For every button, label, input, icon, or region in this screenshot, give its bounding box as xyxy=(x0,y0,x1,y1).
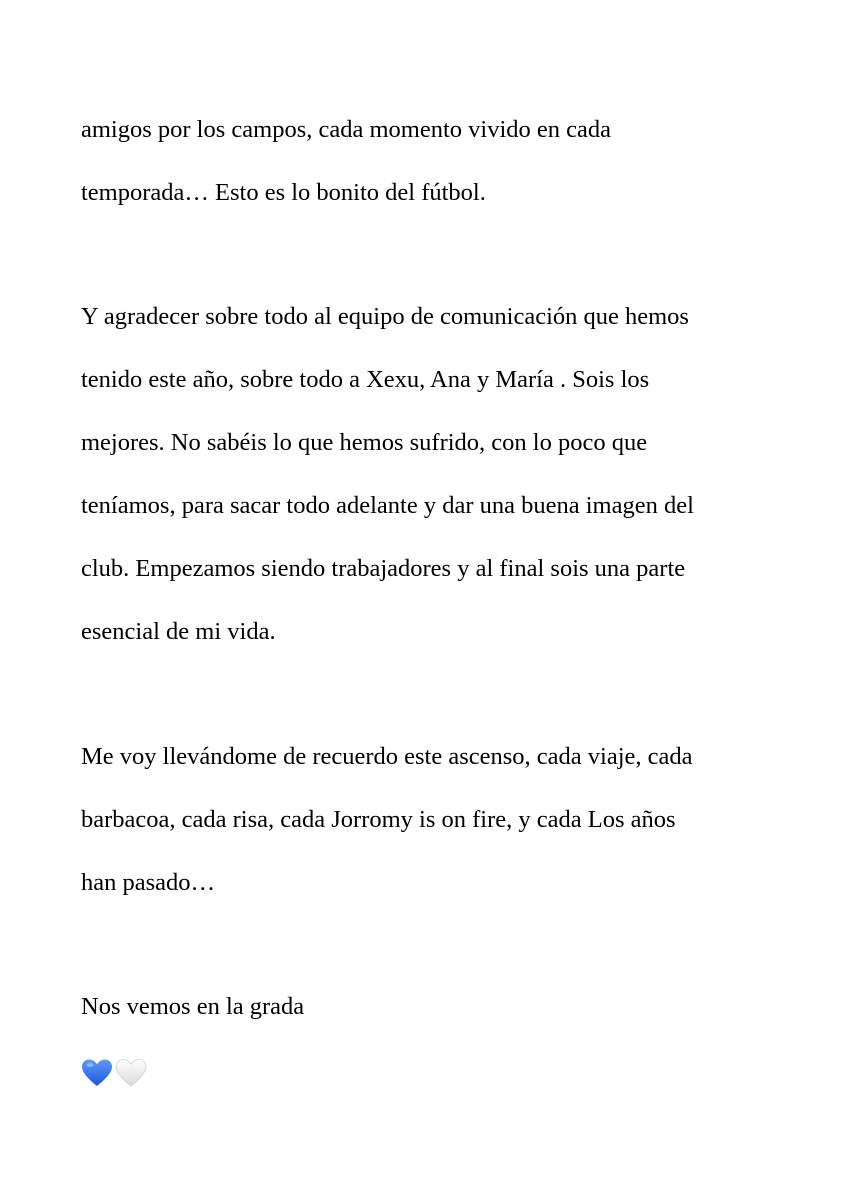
text-line: esencial de mi vida. xyxy=(81,618,276,645)
closing-line xyxy=(81,960,771,1055)
paragraph-2 xyxy=(81,270,771,680)
paragraph-3 xyxy=(81,709,771,930)
white-heart-icon xyxy=(115,1058,147,1088)
text-line: temporada… Esto es lo bonito del fútbol. xyxy=(81,178,486,206)
text-line: han pasado… xyxy=(81,868,216,896)
text-line: Y agradecer sobre todo al equipo de comunicación que hemos xyxy=(81,303,689,330)
text-line: barbacoa, cada risa, cada Jorromy is on fire, y cada Los años xyxy=(81,805,676,833)
paragraph-1 xyxy=(81,82,771,240)
hearts-emoji-row xyxy=(81,1058,771,1088)
text-line: teníamos, para sacar todo adelante y dar una buena imagen del xyxy=(81,492,694,519)
text-line: Nos vemos en la grada xyxy=(81,993,305,1020)
text-line: mejores. No sabéis lo que hemos sufrido, con lo poco que xyxy=(81,429,648,456)
text-line: club. Empezamos siendo trabajadores y al final sois una parte xyxy=(81,555,686,582)
text-line: amigos por los campos, cada momento vivido en cada xyxy=(81,115,612,143)
text-line: tenido este año, sobre todo a Xexu, Ana y María . Sois los xyxy=(81,366,650,393)
document-page xyxy=(81,82,771,1088)
blue-heart-icon xyxy=(81,1058,113,1088)
text-line: Me voy llevándome de recuerdo este ascenso, cada viaje, cada xyxy=(81,742,693,770)
